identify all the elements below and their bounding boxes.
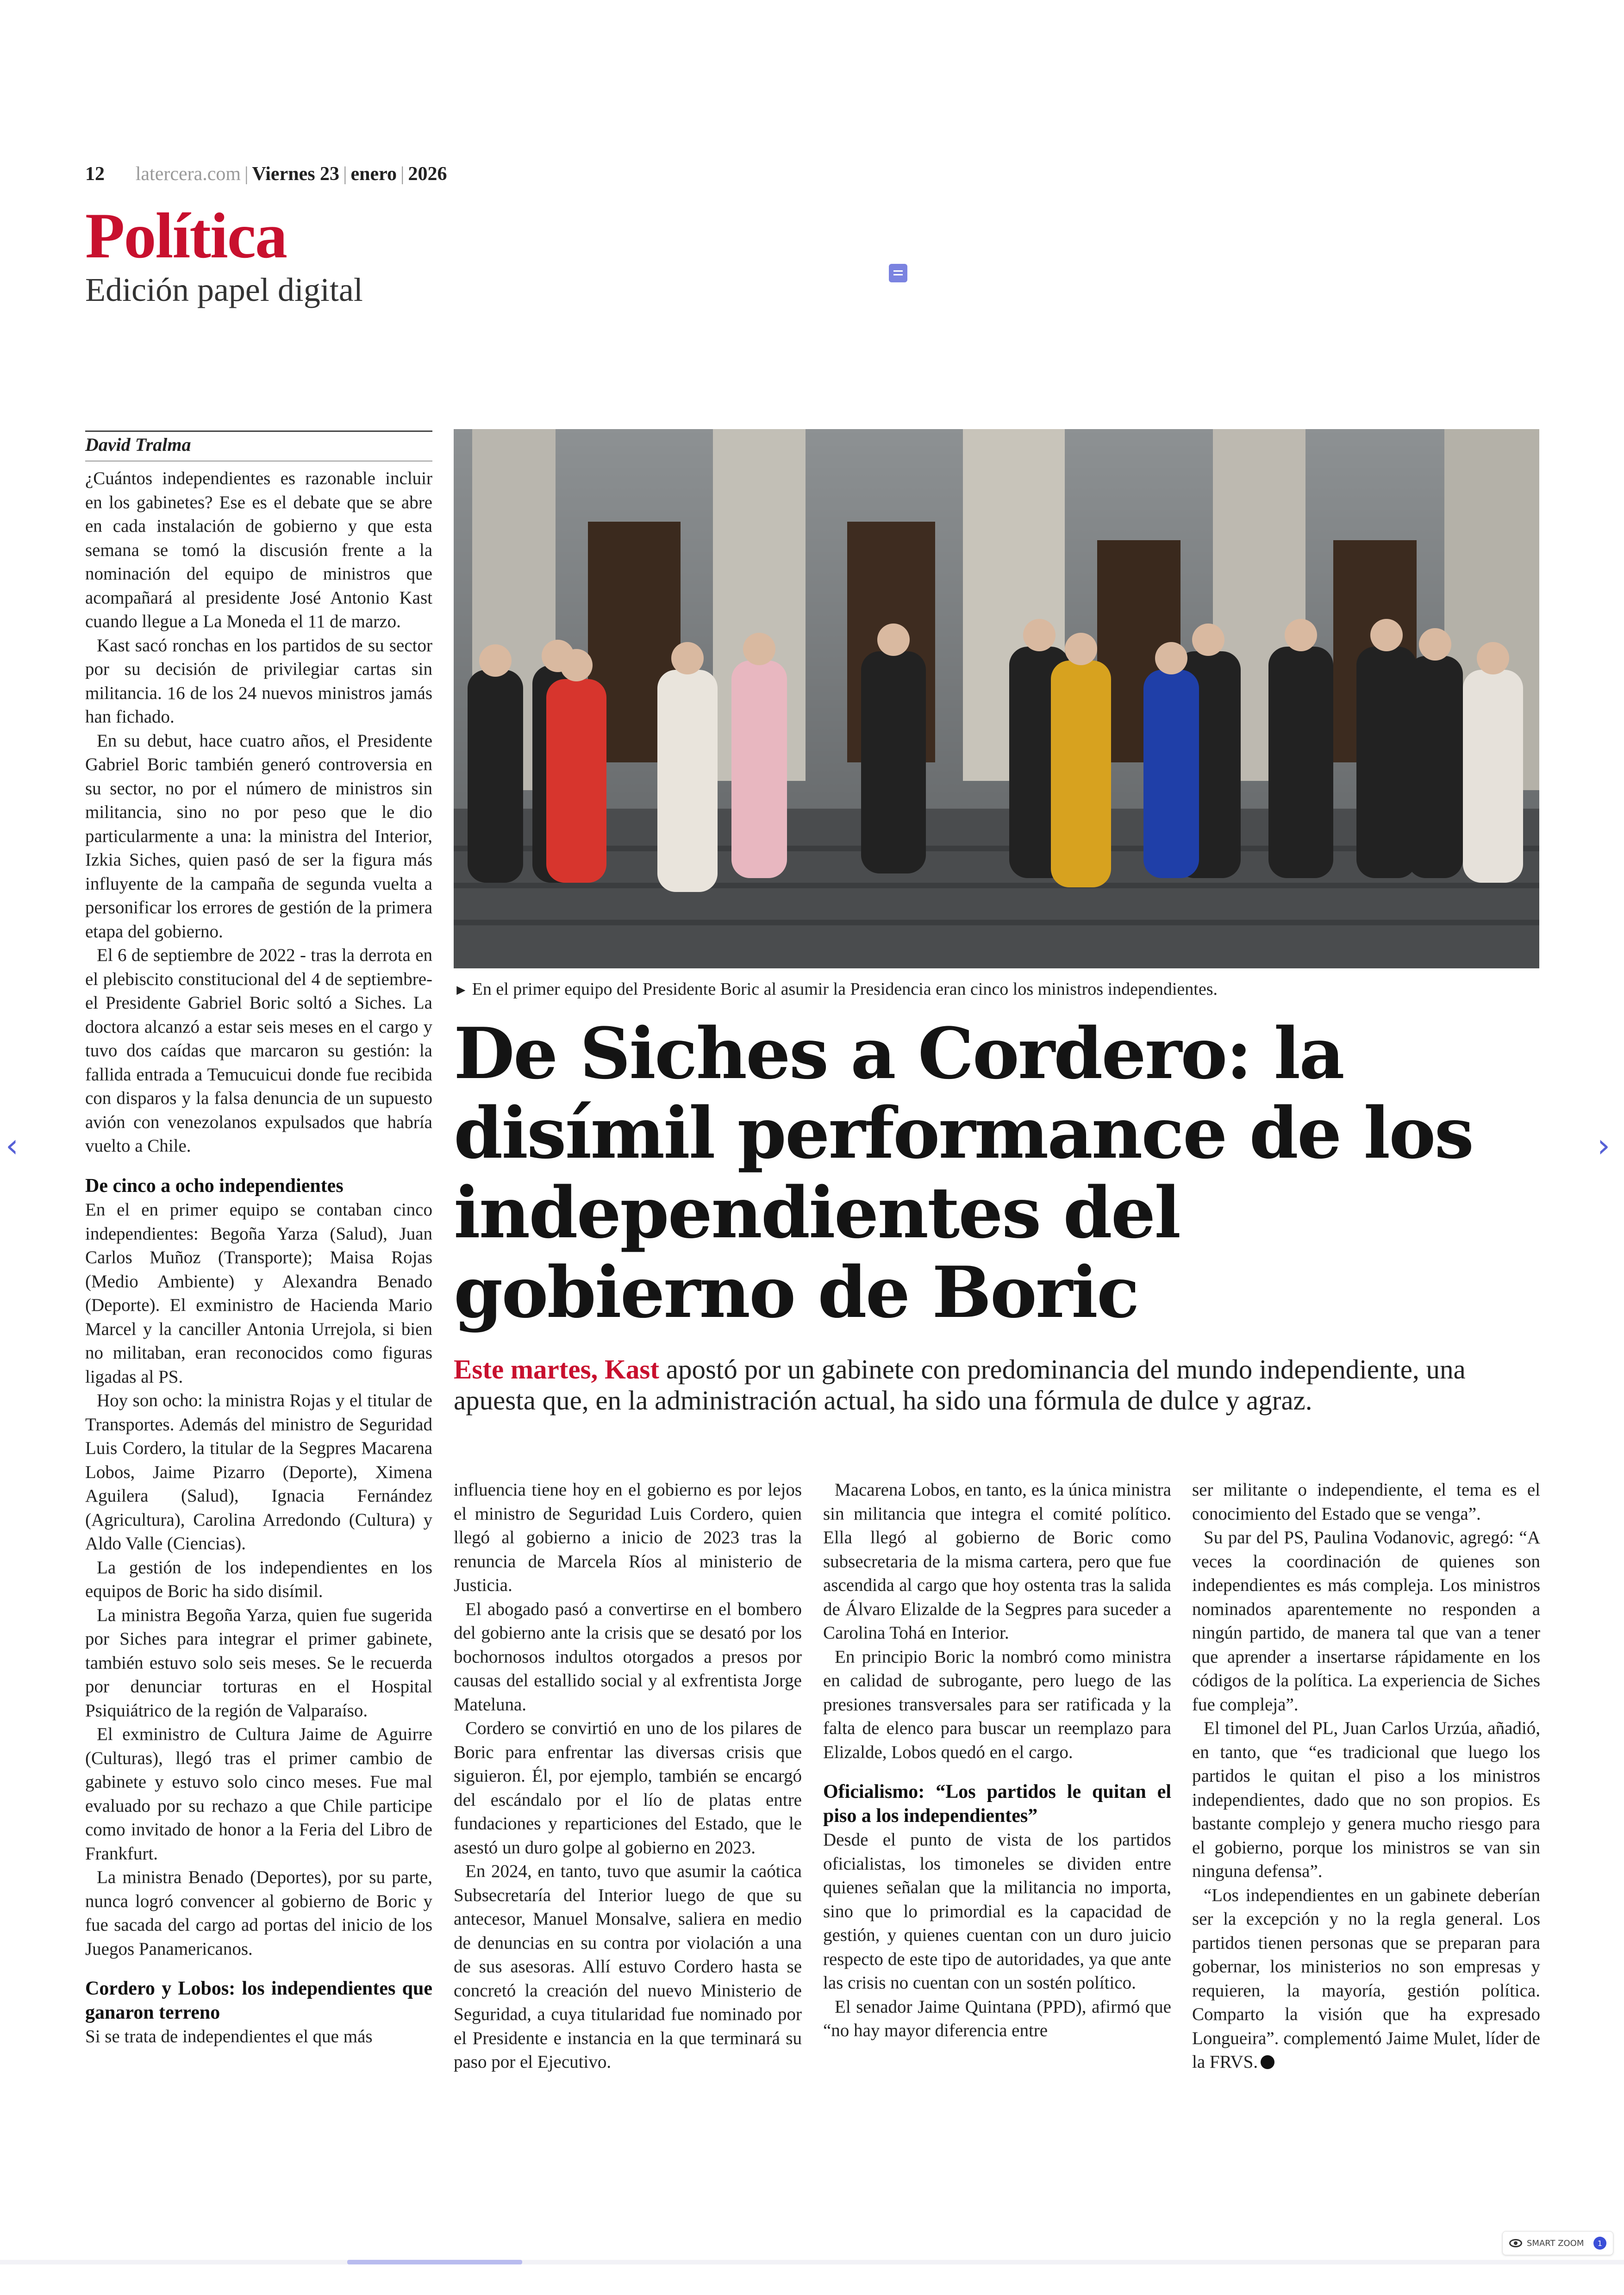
deck (454, 1354, 1542, 1416)
paragraph: Kast sacó ronchas en los partidos de su sector por su decisión de privilegiar cartas sin militancia. 16 de los 24 nuevos ministros jamás han fichado. (85, 635, 432, 727)
paragraph: Cordero se convirtió en uno de los pilares de Boric para enfrentar las diversas crisis que siguieron. Él, por ejemplo, también se encargó del escándalo por el lío de platas entre fundaciones y reparticiones del Estado, que le asestó un duro golpe al gobierno en 2023. (454, 1718, 802, 1858)
paragraph: El abogado pasó a convertirse en el bombero del gobierno ante la crisis que se desató por los bochornosos indultos otorgados a presos por causas del estallido social y al exfrentista Jorge Mateluna. (454, 1599, 802, 1715)
paragraph: El timonel del PL, Juan Carlos Urzúa, añadió, en tanto, que “es tradicional que luego los partidos le quitan el piso a los ministros independientes, dado que no son propios. Es bastante complejo y genera mucho riesgo para el gobierno, porque los ministros se van sin ninguna defensa”. (1192, 1718, 1540, 1881)
paragraph: La ministra Benado (Deportes), por su parte, nunca logró convencer al gobierno de Boric y fue sacada del cargo ad portas del inicio de los Juegos Panamericanos. (85, 1867, 432, 1959)
page-progress-track (0, 2260, 1624, 2264)
article-column-4 (1192, 1478, 1540, 2074)
paragraph: La ministra Begoña Yarza, quien fue sugerida por Siches para integrar el primer gabinete, también estuvo solo seis meses. Se le recuerda por denunciar torturas en el Hospital Psiquiátrico de la región de Valparaíso. (85, 1605, 432, 1721)
article-photo (454, 429, 1539, 968)
site-name: latercera.com (135, 163, 241, 185)
chevron-right-icon[interactable]: › (1597, 1127, 1610, 1165)
deck-lead: Este martes, Kast (454, 1354, 660, 1384)
end-of-article-icon (1261, 2055, 1274, 2069)
photo-caption: ► En el primer equipo del Presidente Boric al asumir la Presidencia eran cinco los ministros independientes. (454, 979, 1218, 999)
paragraph: Macarena Lobos, en tanto, es la única ministra sin militancia que integra el comité político. Ella llegó al gobierno de Boric como subsecretaria de la misma cartera, pero que fue ascendida al cargo que hoy ostenta tras la salida de Álvaro Elizalde de la Segpres para suceder a Carolina Tohá en Interior. (823, 1480, 1171, 1643)
deck-text: apostó por un gabinete con predominancia del mundo independiente, una apuesta que, en la administración actual, ha sido una fórmula de dulce y agraz. (454, 1354, 1466, 1416)
paragraph: “Los independientes en un gabinete deberían ser la excepción y no la regla general. Los partidos tienen personas que se preparan para gobernar, los ministerios no son empresas y requieren, la mayoría, gestión política. Comparto la visión que ha expresado Longueira”. complementó Jaime Mulet, líder de la FRVS. (1192, 1885, 1540, 2072)
paragraph: El senador Jaime Quintana (PPD), afirmó que “no hay mayor diferencia entre (823, 1996, 1171, 2040)
article-column-2 (454, 1478, 802, 2074)
paragraph: ser militante o independiente, el tema es el conocimiento del Estado que se venga”. (1192, 1480, 1540, 1524)
byline: David Tralma (85, 434, 191, 455)
paragraph: En el en primer equipo se contaban cinco independientes: Begoña Yarza (Salud), Juan Carlos Muñoz (Transporte); Maisa Rojas (Medio Ambiente) y Alexandra Benado (Deporte). El exministro de Hacienda Mario Marcel y la canciller Antonia Urrejola, si bien no militaban, eran reconocidos como figuras ligadas al PS. (85, 1200, 432, 1387)
article-column-3 (823, 1478, 1171, 2043)
paragraph: La gestión de los independientes en los equipos de Boric ha sido disímil. (85, 1557, 432, 1601)
paragraph: Hoy son ocho: la ministra Rojas y el titular de Transportes. Además del ministro de Seguridad Luis Cordero, la titular de la Segpres Macarena Lobos, Jaime Pizarro (Deporte), Ximena Aguilera (Salud), Ignacia Fernández (Agricultura), Carolina Arredondo (Cultura) y Aldo Valle (Ciencias). (85, 1391, 432, 1553)
smart-zoom-badge: 1 (1593, 2237, 1606, 2250)
issue-day: Viernes 23 (252, 163, 340, 185)
byline-rule-top (85, 430, 432, 432)
page-number: 12 (85, 163, 105, 185)
subhead: Cordero y Lobos: los independientes que ganaron terreno (85, 1978, 432, 2023)
photo-illustration (454, 429, 1539, 968)
page-progress-indicator[interactable] (347, 2260, 522, 2264)
paragraph: El 6 de septiembre de 2022 - tras la derrota en el plebiscito constitucional del 4 de septiembre- el Presidente Gabriel Boric soltó a Siches. La doctora alcanzó a estar seis meses en el cargo y tuvo dos caídas que marcaron su gestión: la fallida entrada a Temucuicui donde fue recibida con disparos y la falsa denuncia de un supuesto avión con venezolanos expulsados que habría vuelto a Chile. (85, 945, 432, 1156)
paragraph: En su debut, hace cuatro años, el Presidente Gabriel Boric también generó controversia en su sector, no por el número de ministros sin militancia, sino no por peso que le dio particularmente a una: la ministra del Interior, Izkia Siches, quien pasó de ser la figura más influyente de la campaña de segunda vuelta a personificar los errores de gestión de la primera etapa del gobierno. (85, 730, 432, 942)
page-header-line: 12 latercera.com | Viernes 23 | enero | 2026 (85, 163, 447, 185)
edition-label: Edición papel digital (85, 271, 363, 308)
paragraph: El exministro de Cultura Jaime de Aguirre (Culturas), llegó tras el primer cambio de gabinete y estuvo solo cinco meses. Fue mal evaluado por su rechazo a que Chile participe como invitado de honor a la Feria del Libro de Frankfurt. (85, 1724, 432, 1864)
issue-year: 2026 (408, 163, 447, 185)
issue-month: enero (350, 163, 397, 185)
paragraph: En 2024, en tanto, tuvo que asumir la caótica Subsecretaría del Interior luego de que su antecesor, Manuel Monsalve, saliera en medio de denuncias en su contra por violación a una de sus asesoras. Allí estuvo Cordero hasta se concretó la creación del nuevo Ministerio de Seguridad, a cuya titularidad fue nominado por el Presidente e instancia en la que terminará su paso por el Ejecutivo. (454, 1861, 802, 2072)
eye-icon (1509, 2239, 1522, 2247)
article-column-1 (85, 467, 432, 2049)
paragraph: influencia tiene hoy en el gobierno es por lejos el ministro de Seguridad Luis Cordero, quien llegó al gobierno a inicio de 2023 tras la renuncia de Marcela Ríos al ministerio de Justicia. (454, 1480, 802, 1595)
smart-zoom-label: SMART ZOOM (1527, 2238, 1584, 2248)
annotation-note-icon[interactable] (889, 264, 907, 282)
caption-triangle-icon: ► (454, 981, 468, 998)
chevron-left-icon[interactable]: ‹ (6, 1127, 19, 1165)
subhead: De cinco a ocho independientes (85, 1175, 344, 1197)
paragraph: Si se trata de independientes el que más (85, 2027, 373, 2046)
headline: De Siches a Cordero: la disímil performance de los independientes del gobierno de Boric (454, 1012, 1473, 1334)
smart-zoom-button[interactable] (1502, 2231, 1613, 2255)
paragraph: Desde el punto de vista de los partidos oficialistas, los timoneles se dividen entre quienes señalan que la militancia no importa, sino que lo primordial es la capacidad de gestión, y quienes cuentan con un duro juicio respecto de este tipo de autoridades, ya que ante las crisis no cuentan con un sostén político. (823, 1830, 1171, 1993)
section-title: Política (85, 200, 287, 272)
subhead: Oficialismo: “Los partidos le quitan el piso a los independientes” (823, 1781, 1171, 1827)
paragraph: En principio Boric la nombró como ministra en calidad de subrogante, pero luego de las presiones transversales para ser ratificada y la falta de elenco para buscar un reemplazo para Elizalde, Lobos quedó en el cargo. (823, 1646, 1171, 1762)
paragraph: ¿Cuántos independientes es razonable incluir en los gabinetes? Ese es el debate que se abre en cada instalación de gobierno y que esta semana se tomó la discusión frente a la nominación del equipo de ministros que acompañará al presidente José Antonio Kast cuando llegue a La Moneda el 11 de marzo. (85, 468, 432, 631)
paragraph: Su par del PS, Paulina Vodanovic, agregó: “A veces la coordinación de quienes son independientes es más compleja. Los ministros nominados aparentemente no responden a ningún partido, de manera tal que van a tener que aprender a insertarse rápidamente en los códigos de la política. La experiencia de Siches fue compleja”. (1192, 1528, 1540, 1715)
